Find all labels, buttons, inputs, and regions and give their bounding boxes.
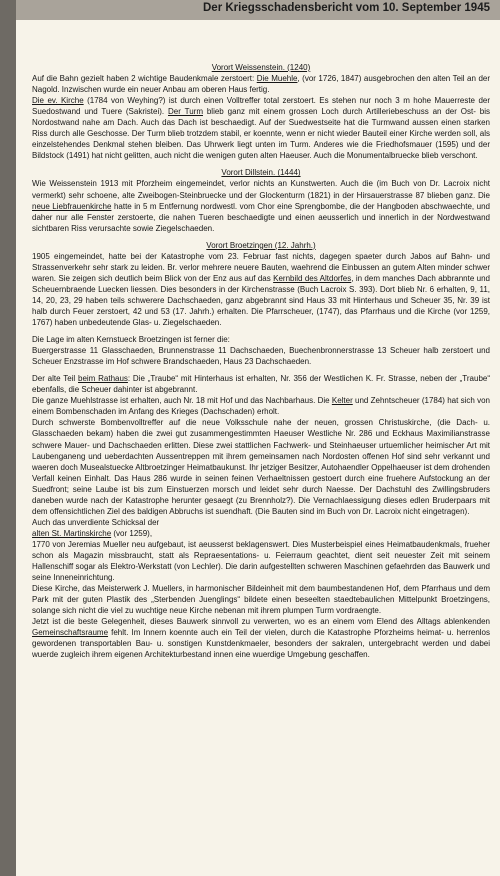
paragraph: Die ev. Kirche (1784 von Weyhing?) ist durch einen Volltreffer total zerstoert. Es stehen nur noch 3 m hohe Mauerreste der Suedostwand und Tuere (Sakristei). Der Turm blieb ganz mit einem grossen Loch durch Artilleriebeschuss an der Ost- bis Nordostwand nahe am Dach. Auch das Dach ist beschaedigt. Auf der Suedwestseite hat die Turmwand aussen einen starken Riss durch alle Geschosse. Der Turm blieb trotzdem stabil, er koennte, wenn er nicht wieder Bauteil einer Kirche werden soll, als einzelstehendes Denkmal stehen bleiben. Das Uhrwerk liegt unten im Turm. Anderes wie die Friedhofsmauer (1595) und der Bildstock (1491) hat nicht gelitten, auch nicht die wenigen guten alten Haeuser. Auch die Monumentalbruecke blieb verschont.: [32, 96, 490, 161]
underlined-term: Die Muehle: [256, 74, 298, 84]
paragraph: Diese Kirche, das Meisterwerk J. Muellers, in harmonischer Bildeinheit mit dem baumbestandenen Hof, dem Pfarrhaus und dem Park mit der guten Plastik des „Sterbenden Juenglings“ bildete einen beseelten staedtebaulichen Mittelpunkt Broetzingens, solange sich nicht die viel zu wuchtige neue Kirche nebenan mit ihrem plumpen Turm vordraengte.: [32, 584, 490, 616]
paragraph: 1905 eingemeindet, hatte bei der Katastrophe vom 23. Februar fast nichts, dagegen spaeter durch Jabos auf Bahn- und Strassenverkehr sehr stark zu leiden. Br. verlor mehrere neuere Bauten, waehrend die Einbussen an gutem Alten minder schwer waren. Sie zeigen sich deutlich beim Blick von der Enz aus auf das Kernbild des Altdorfes, in dem manches Dach abbrannte und Scheuernbraende Luecken liessen. Dies besonders in der Kirchenstrasse (Buch Lacroix S. 393). Dort blieb Nr. 6 erhalten, 9, 11, 14, 20, 23, 29 haben teils schwerere Dachschaeden, ganz abgebrannt sind Haus 33 mit Hinterhaus und Scheuer 35, Nr. 39 ist halb durch Feuer zerstoert, 42 und 53 (17. Jahrh.) erhalten. Die Pfarrscheuer, (1747), das Pfarrhaus und die Kirche (vor 1259, 1767) haben unbedeutende Glas- u. Ziegelschaeden.: [32, 251, 490, 328]
underlined-term: Gemeinschaftsraume: [32, 628, 109, 638]
paragraph: 1770 von Jeremias Mueller neu aufgebaut, ist aeusserst beklagenswert. Dies Musterbeispiel eines Heimatbaudenkmals, frueher schon als Magazin missbraucht, statt als Repraesentations- u. Feierraum geachtet, dient seit neuester Zeit mit seinem Hallenschiff sogar als Elektro-Werkstatt (von Lechler). Die darin aufgestellten schweren Maschinen gefaehrden das Bauwerk und seine Inneneinrichtung.: [32, 539, 490, 583]
section-title-text: Vorort Weissenstein. (1240): [211, 63, 311, 72]
underlined-term: Kelter: [331, 396, 353, 406]
underlined-term: Die ev. Kirche: [32, 96, 84, 106]
paragraph: alten St. Martinskirche (vor 1259),: [32, 528, 153, 538]
page-header-title: Der Kriegsschadensbericht vom 10. September 1945: [203, 2, 490, 14]
document-page: [16, 0, 500, 876]
report-section: [32, 240, 490, 661]
paragraph: Auch das unverdiente Schicksal der: [32, 517, 160, 527]
underlined-term: neue Liebfrauenkirche: [32, 201, 112, 211]
paragraph: Wie Weissenstein 1913 mit Pforzheim eingemeindet, verlor nichts an Kunstwerten. Auch die (im Buch von Dr. Lacroix nicht vermerkt) sehr schoene, alte Zweibogen-Steinbruecke und der Glockenturm (1821) in der Hirsauerstrasse 87 blieben ganz. Die neue Liebfrauenkirche hatte in 5 m Entfernung nordwestl. vom Chor eine Sprengbombe, die der Hangboden abschwaechte, und daher nur alle Fenster zerstoerte, die nahen Tueren beschaedigte und einen aeusserlich und innerlich in der Nordwestwand sichtbaren Riss verursachte sowie Ziegelschaeden.: [32, 179, 490, 233]
paragraph: Durch schwerste Bombenvolltreffer auf die neue Volksschule nahe der neuen, grossen Christuskirche, (die Dach- u. Glasschaeden bekam) haben die zwei gut zusammengestimmten Haeuser Westliche Nr. 286 und Eckhaus Maximilianstrasse schwere Mauer- und Dachschaeden erlitten. Diese zwei stattlichen Fachwerk- und Steinhaeuser urtuemlicher heimischer Art mit Laubenganeng und ueberdachten Aussentreppen mit ihrem gemeinsamen nach Nordosten offenen Hof sind sehr verkannt und waeren doch Musealstuecke Altbroetzinger Heimatbaukunst. Ihr jetziger Besitzer, Autohaendler Oppelhaeuser ist dem drohenden Verfall keinen Einhalt. Das Haus 286 wurde in seinen feinen Verhaeltnissen gestoert durch eine fruehere Aufstockung an der Suedfront; seine Laube ist bis zum Einstuerzen morsch und leidet sehr durch Naesse. Der Dachstuhl des Zwillingsbruders daneben wurde nach der Katastrophe herunter gesaegt (zu Brennholz?). Die Vernachlaessigung dieses edlen Bruderpaars mit dem offensichtlichen Ziel des baldigen Abbruchs ist suendhaft. (Die Bauten sind im Buch von Dr. Lacroix nicht eingetragen).: [32, 418, 490, 516]
report-section: [32, 62, 490, 161]
underlined-term: Der Turm: [168, 107, 203, 117]
report-body: [32, 62, 490, 870]
underlined-term: alten St. Martinskirche: [32, 528, 112, 538]
section-title-text: Vorort Dillstein. (1444): [221, 168, 301, 178]
underlined-term: beim Rathaus: [78, 374, 128, 384]
paragraph: Buergerstrasse 11 Glasschaeden, Brunnenstrasse 11 Dachschaeden, Buechenbronnerstrasse 13 Scheuer halb zerstoert und Scheuer Enzstrasse im Hof schwere Brandschaeden, Haus 23 Dachschaeden.: [32, 346, 490, 367]
paragraph: Die ganze Muehlstrasse ist erhalten, auch Nr. 18 mit Hof und das Nachbarhaus. Die Kelter und Zehntscheuer (1784) hat sich von einem Bombenschaden im Anfang des Krieges (Dachschaden) erholt.: [32, 396, 490, 417]
section-title: [32, 167, 490, 178]
section-title-text: Vorort Broetzingen (12. Jahrh.): [206, 240, 316, 250]
underlined-term: Kernbild des Altdorfes: [273, 273, 352, 283]
report-section: [32, 167, 490, 233]
paragraph: Jetzt ist die beste Gelegenheit, dieses Bauwerk sinnvoll zu verwerten, wo es an einem vom Elend des Alltags ablenkenden Gemeinschaftsraume fehlt. Im Innern koennte auch ein Teil der vielen, durch die Katastrophe Pforzheims heimat- u. herrenlos gewordenen transportablen Bau- u. sonstigen Kunstdenkmaeler, besonders der sakralen, untergebracht werden und dabei wuerde zugleich ihrem eigenen Architekturbestand innen eine wuerdige Umgebung geschaffen.: [32, 617, 490, 660]
header-bar: [16, 0, 500, 20]
paragraph: Die Lage im alten Kernstueck Broetzingen ist ferner die:: [32, 335, 230, 345]
paragraph: Der alte Teil beim Rathaus: Die „Traube“ mit Hinterhaus ist erhalten, Nr. 356 der Westlichen K. Fr. Strasse, neben der „Traube“ ebenfalls, die Scheuer dahinter ist abgebrannt.: [32, 374, 490, 395]
paragraph: Auf die Bahn gezielt haben 2 wichtige Baudenkmale zerstoert: Die Muehle, (vor 1726, 1847) ausgebrochen den alten Teil an der Nagold. Inzwischen wurde ein neuer Anbau am oberen Haus fertig.: [32, 74, 490, 95]
section-title: [32, 240, 490, 251]
section-title: [32, 62, 490, 73]
